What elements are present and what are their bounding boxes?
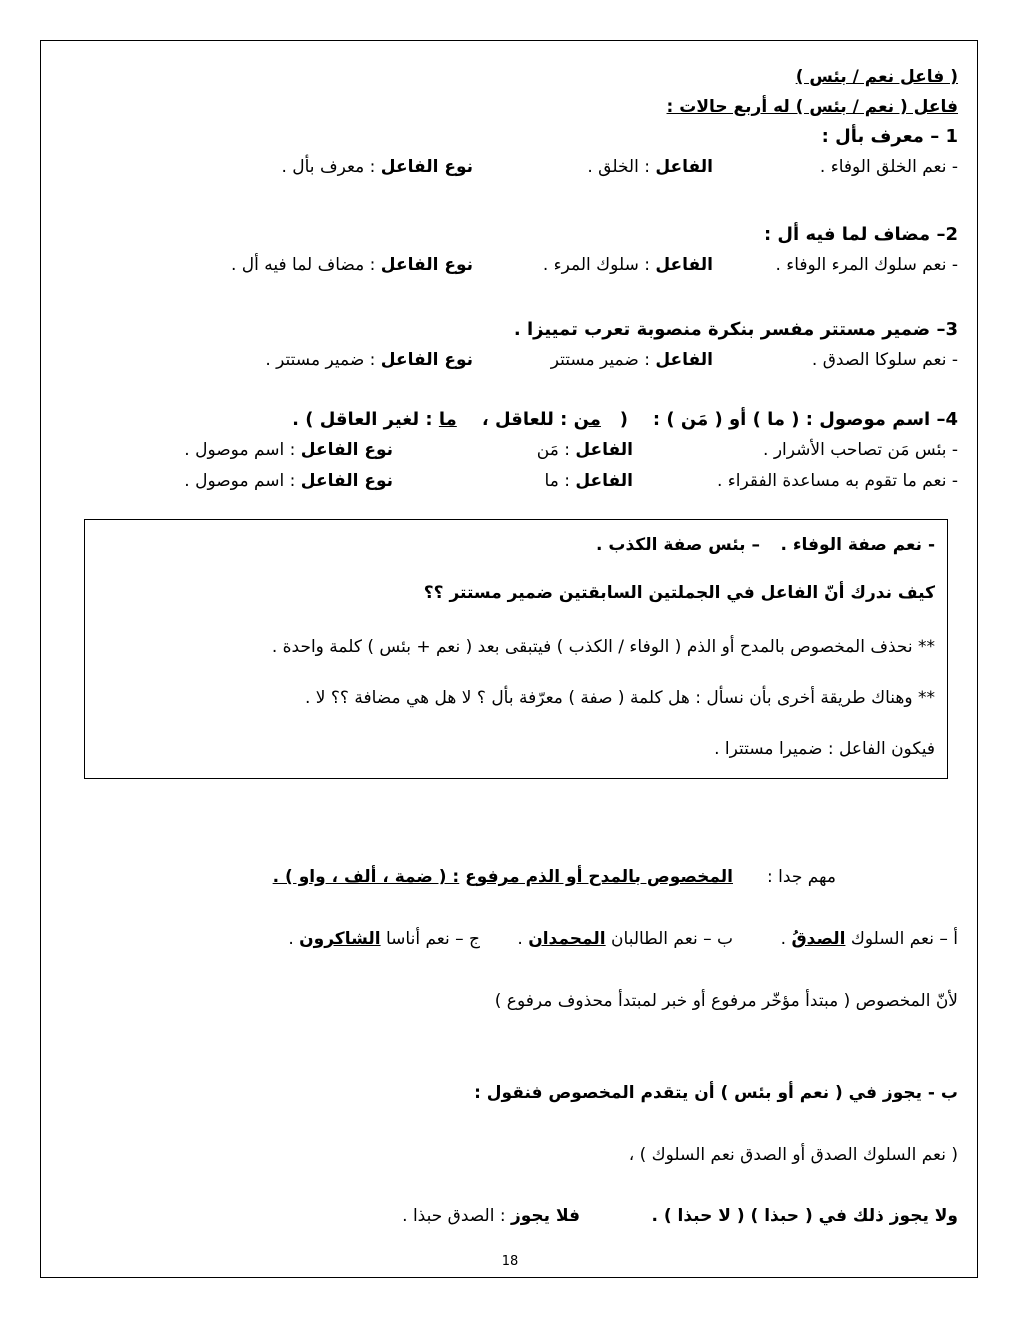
important-label: مهم جدا : — [767, 867, 836, 887]
type-value: : معرف بأل . — [281, 157, 376, 177]
example-sentence: - بئس مَن تصاحب الأشرار . — [763, 440, 958, 460]
example-sentence: - نعم سلوك المرء الوفاء . — [775, 255, 958, 275]
section-b-example: ( نعم السلوك الصدق أو الصدق نعم السلوك ) ، — [628, 1145, 958, 1165]
intro-line: فاعل ( نعم / بئس ) له أربع حالات : — [666, 97, 958, 117]
note-box: - نعم صفة الوفاء . – بئس صفة الكذب . كيف ندرك أنّ الفاعل في الجملتين السابقتين ضمير مستتر ؟؟ ** نحذف المخصوص بالمدح أو الذم ( الوفاء / الكذب ) فيتبقى بعد ( نعم + بئس ) كلمة واحدة . ** وهناك طريقة أخرى بأن نسأل : هل كلمة ( صفة ) معرّفة بأل ؟ لا هل هي مضافة ؟؟ لا . فيكون الفاعل : ضميرا مستترا . — [84, 519, 948, 779]
box-note-2: ** وهناك طريقة أخرى بأن نسأل : هل كلمة ( صفة ) معرّفة بأل ؟ لا هل هي مضافة ؟؟ لا . — [304, 688, 935, 708]
type-value: : اسم موصول . — [184, 471, 296, 491]
case-3-heading: 3– ضمير مستتر مفسر بنكرة منصوبة تعرب تمييزا . — [513, 319, 958, 340]
type-label: نوع الفاعل — [380, 350, 473, 370]
example-sentence: - نعم ما تقوم به مساعدة الفقراء . — [716, 471, 958, 491]
type-value: : ضمير مستتر . — [265, 350, 376, 370]
fa-value: : ضمير مستتر — [550, 350, 650, 370]
type-value: : اسم موصول . — [184, 440, 296, 460]
box-question: كيف ندرك أنّ الفاعل في الجملتين السابقتين ضمير مستتر ؟؟ — [423, 583, 935, 603]
fa-label: الفاعل — [655, 350, 713, 370]
fa-value: : سلوك المرء . — [542, 255, 650, 275]
case-1-heading: 1 – معرف بأل : — [821, 126, 958, 147]
example-sentence: - نعم الخلق الوفاء . — [819, 157, 958, 177]
fa-label: الفاعل — [655, 157, 713, 177]
fa-label: الفاعل — [575, 471, 633, 491]
fa-value: : مَن — [536, 440, 570, 460]
example-sentence: - نعم سلوكا الصدق . — [811, 350, 958, 370]
fa-label: الفاعل — [655, 255, 713, 275]
type-label: نوع الفاعل — [380, 255, 473, 275]
section-b-heading: ب - يجوز في ( نعم أو بئس ) أن يتقدم المخصوص فنقول : — [474, 1083, 958, 1103]
type-value: : مضاف لما فيه أل . — [230, 255, 376, 275]
case-2-heading: 2– مضاف لما فيه أل : — [763, 224, 958, 245]
box-note-3: فيكون الفاعل : ضميرا مستترا . — [714, 739, 935, 759]
page-number: 18 — [501, 1254, 519, 1269]
type-label: نوع الفاعل — [300, 471, 393, 491]
type-label: نوع الفاعل — [380, 157, 473, 177]
fa-value: : الخلق . — [587, 157, 650, 177]
page-title: ( فاعل نعم / بئس ) — [795, 67, 958, 87]
fa-label: الفاعل — [575, 440, 633, 460]
important-rule: المخصوص بالمدح أو الذم مرفوع — [465, 867, 733, 887]
type-label: نوع الفاعل — [300, 440, 393, 460]
box-note-1: ** نحذف المخصوص بالمدح أو الذم ( الوفاء / الكذب ) فيتبقى بعد ( نعم + بئس ) كلمة واحدة . — [271, 637, 935, 657]
fa-value: : ما — [544, 471, 570, 491]
reason-line: لأنّ المخصوص ( مبتدأ مؤخّر مرفوع أو خبر لمبتدأ محذوف مرفوع ) — [494, 991, 958, 1011]
